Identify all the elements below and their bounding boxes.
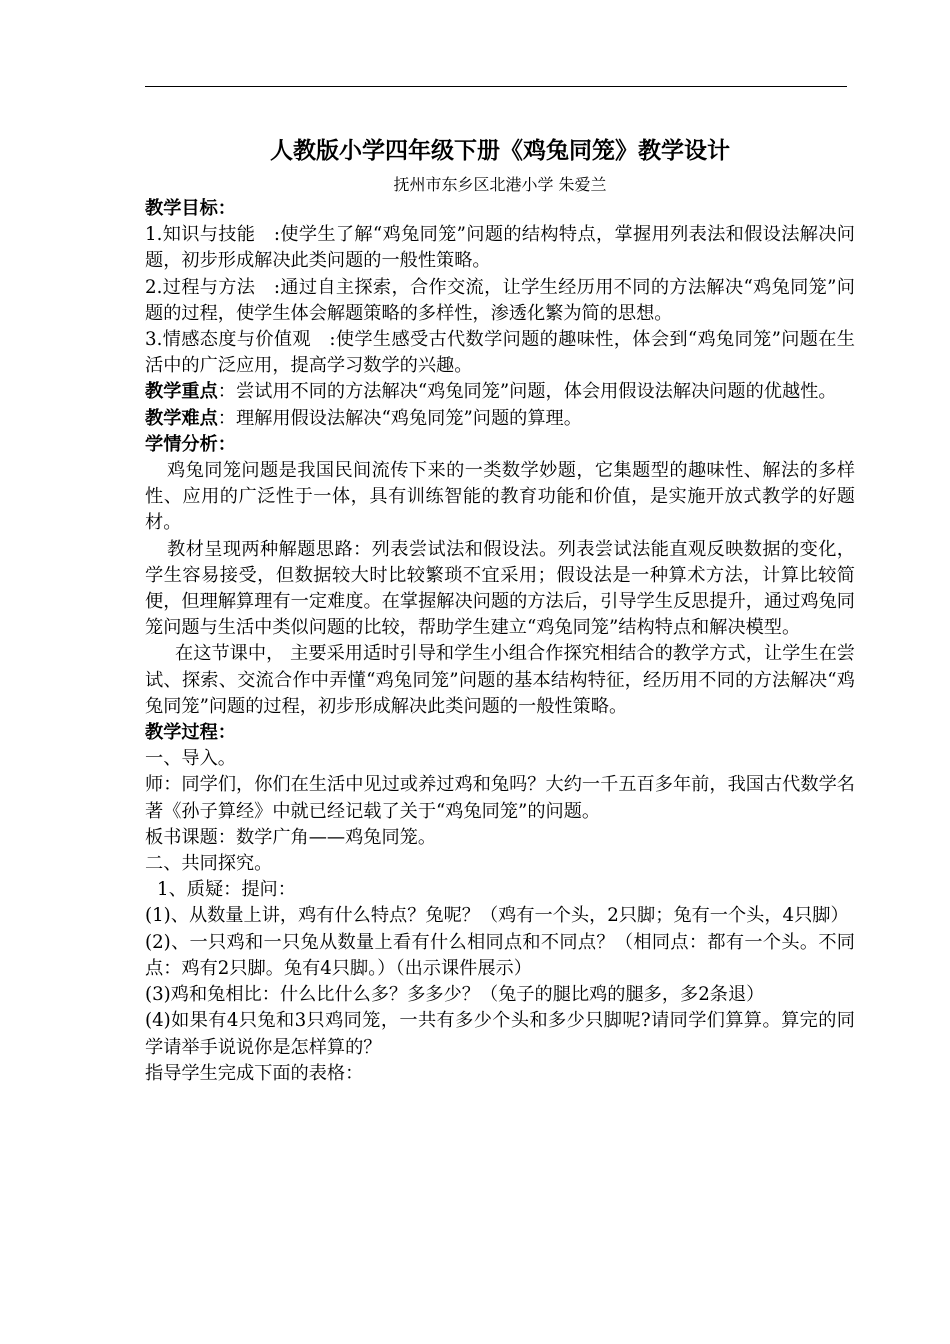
difficulty-paragraph [145,406,855,432]
document-body [145,136,855,1087]
question-intro: 1、质疑：提问： [157,879,296,901]
key-point-text: ：尝试用不同的方法解决“鸡兔同笼”问题，体会用假设法解决问题的优越性。 [217,381,837,403]
question-3: (3)鸡和兔相比：什么比什么多？多多少？（兔子的腿比鸡的腿多，多2条退） [145,984,765,1006]
question-1: (1)、从数量上讲，鸡有什么特点？兔呢？（鸡有一个头，2只脚；兔有一个头，4只脚） [145,905,849,927]
difficulty-text: ：理解用假设法解决“鸡兔同笼”问题的算理。 [217,407,582,429]
author-line: 抚州市东乡区北港小学 朱爱兰 [393,175,607,194]
goal-knowledge: 1.知识与技能 :使学生了解“鸡兔同笼”问题的结构特点，掌握用列表法和假设法解决问题，初步形成解决此类问题的一般性策略。 [145,224,855,272]
analysis-heading: 学情分析： [145,433,236,455]
key-point-paragraph [145,379,855,405]
analysis-paragraph-3: 在这节课中， 主要采用适时引导和学生小组合作探究相结合的教学方式，让学生在尝试、探索、交流合作中弄懂“鸡兔同笼”问题的基本结构特征，经历用不同的方法解决“鸡兔同笼”问题的过程，初步形成解决此类问题的一般性策略。 [145,643,855,717]
question-2: (2)、一只鸡和一只兔从数量上看有什么相同点和不同点？（相同点：都有一个头。不同点：鸡有2只脚。兔有4只脚。）（出示课件展示） [145,931,855,979]
goal-attitude: 3.情感态度与价值观 :使学生感受古代数学问题的趣味性，体会到“鸡兔同笼”问题在生活中的广泛应用，提高学习数学的兴趣。 [145,329,855,377]
analysis-paragraph-1: 鸡兔同笼问题是我国民间流传下来的一类数学妙题，它集题型的趣味性、解法的多样性、应用的广泛性于一体，具有训练智能的教育功能和价值，是实施开放式教学的好题材。 [145,460,855,534]
difficulty-label: 教学难点 [145,407,218,429]
step-intro: 一、导入。 [145,748,236,770]
header-rule [145,86,847,87]
table-instruction: 指导学生完成下面的表格： [145,1062,364,1084]
teacher-speech: 师：同学们，你们在生活中见过或养过鸡和兔吗？大约一千五百多年前，我国古代数学名著《孙子算经》中就已经记载了关于“鸡兔同笼”的问题。 [145,774,855,822]
goals-heading: 教学目标： [145,198,236,219]
document-title: 人教版小学四年级下册《鸡兔同笼》教学设计 [270,137,730,164]
question-4: (4)如果有4只兔和3只鸡同笼，一共有多少个头和多少只脚呢?请同学们算算。算完的同学请举手说说你是怎样算的？ [145,1010,855,1058]
key-point-label: 教学重点 [145,381,218,403]
process-heading: 教学过程： [145,722,236,744]
board-title: 板书课题：数学广角——鸡兔同笼。 [145,826,437,848]
goal-process: 2.过程与方法 :通过自主探索，合作交流，让学生经历用不同的方法解决“鸡兔同笼”问题的过程，使学生体会解题策略的多样性，渗透化繁为简的思想。 [145,276,855,324]
analysis-paragraph-2: 教材呈现两种解题思路：列表尝试法和假设法。列表尝试法能直观反映数据的变化，学生容易接受，但数据较大时比较繁琐不宜采用；假设法是一种算术方法，计算比较简便，但理解算理有一定难度。在掌握解决问题的方法后，引导学生反思提升，通过鸡兔同笼问题与生活中类似问题的比较，帮助学生建立“鸡兔同笼”结构特点和解决模型。 [145,538,855,639]
step-explore: 二、共同探究。 [145,853,273,875]
